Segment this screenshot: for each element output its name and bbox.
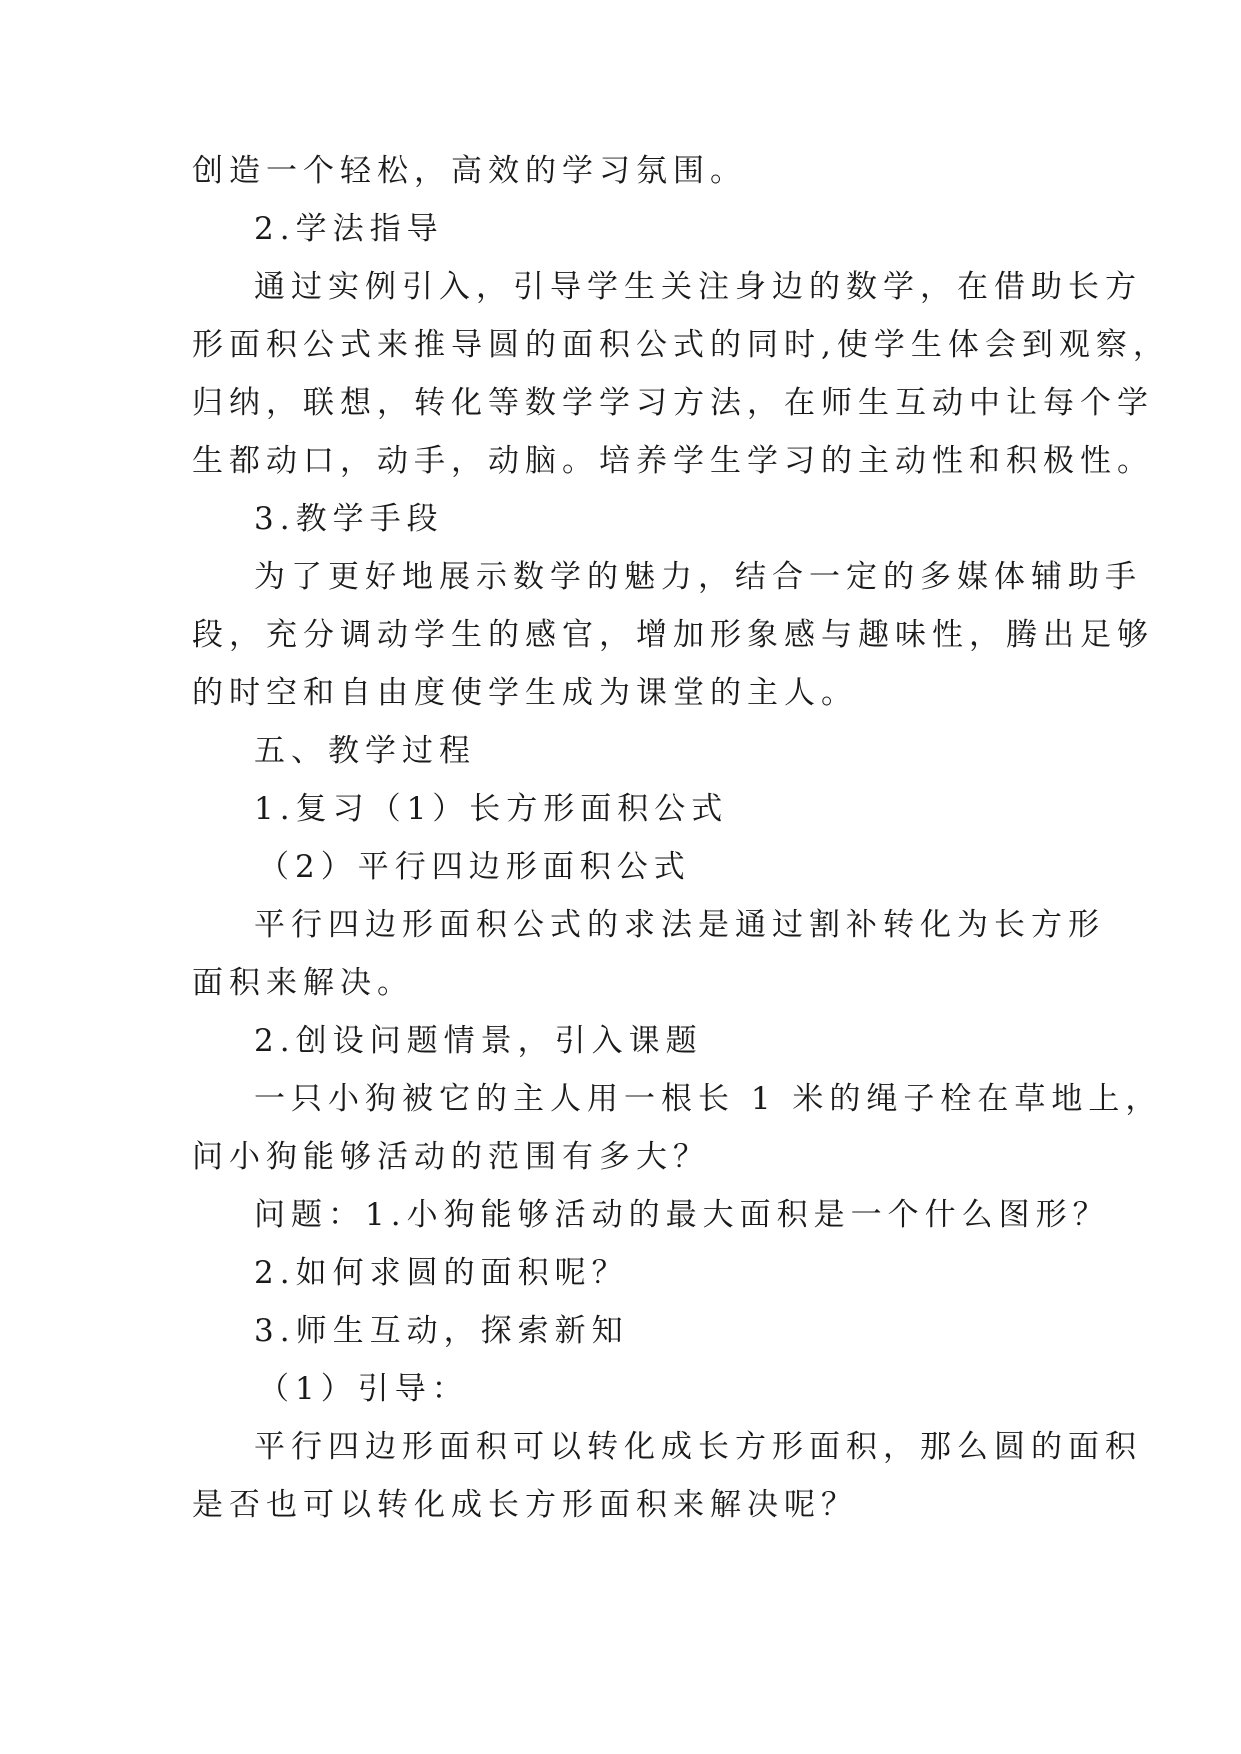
body-text-line: 形面积公式来推导圆的面积公式的同时,使学生体会到观察， <box>192 327 1170 363</box>
body-text-line: 问小狗能够活动的范围有多大？ <box>192 1139 710 1175</box>
body-text-line: 平行四边形面积可以转化成长方形面积，那么圆的面积 <box>254 1429 1142 1465</box>
subsection-heading: （1）引导： <box>258 1371 469 1407</box>
body-text-line: 段，充分调动学生的感官，增加形象感与趣味性，腾出足够 <box>192 617 1154 653</box>
body-text-line: 一只小狗被它的主人用一根长 1 米的绳子栓在草地上， <box>254 1081 1163 1117</box>
body-text-line: 平行四边形面积公式的求法是通过割补转化为长方形 <box>254 907 1105 943</box>
body-text-line: 创造一个轻松，高效的学习氛围。 <box>192 153 747 189</box>
body-text-line: 为了更好地展示数学的魅力，结合一定的多媒体辅助手 <box>254 559 1142 595</box>
section-heading: 2.创设问题情景，引入课题 <box>254 1023 703 1059</box>
body-text-line: 通过实例引入，引导学生关注身边的数学，在借助长方 <box>254 269 1142 305</box>
body-text-line: 2.如何求圆的面积呢？ <box>254 1255 629 1291</box>
section-heading: 3.师生互动，探索新知 <box>254 1313 629 1349</box>
section-heading: 2.学法指导 <box>254 211 444 247</box>
body-text-line: 生都动口，动手，动脑。培养学生学习的主动性和积极性。 <box>192 443 1154 479</box>
body-text-line: 是否也可以转化成长方形面积来解决呢？ <box>192 1487 858 1523</box>
body-text-line: 问题：1.小狗能够活动的最大面积是一个什么图形？ <box>254 1197 1110 1233</box>
body-text-line: 的时空和自由度使学生成为课堂的主人。 <box>192 675 858 711</box>
section-heading: 1.复习（1）长方形面积公式 <box>254 791 729 827</box>
body-text-line: 面积来解决。 <box>192 965 414 1001</box>
section-heading: 五、教学过程 <box>254 733 476 769</box>
section-heading: 3.教学手段 <box>254 501 444 537</box>
subsection-heading: （2）平行四边形面积公式 <box>258 849 691 885</box>
body-text-line: 归纳，联想，转化等数学学习方法，在师生互动中让每个学 <box>192 385 1154 421</box>
